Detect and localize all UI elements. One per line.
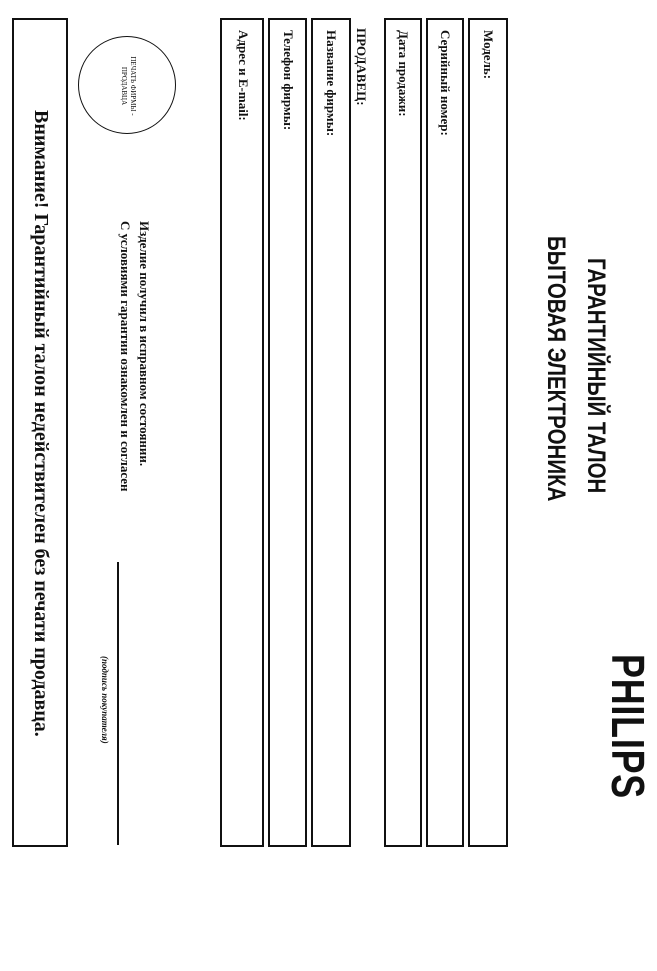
address-email-field[interactable] [220, 18, 264, 847]
confirmation-line-1: Изделие получил в исправном состоянии. [137, 221, 152, 467]
philips-logo: PHILIPS [602, 654, 654, 800]
sale-date-field[interactable] [384, 18, 422, 847]
company-name-label: Название фирмы: [324, 30, 339, 137]
serial-number-field[interactable] [426, 18, 464, 847]
sale-date-label: Дата продажи: [396, 30, 411, 117]
seller-heading: ПРОДАВЕЦ: [354, 28, 369, 106]
title-line-2: БЫТОВАЯ ЭЛЕКТРОНИКА [542, 236, 570, 502]
stamp-text: ПЕЧАТЬ ФИРМЫ - ПРОДАВЦА [120, 56, 137, 116]
model-field[interactable] [468, 18, 508, 847]
warning-box [12, 18, 68, 847]
model-label: Модель: [481, 30, 496, 80]
address-email-label: Адрес и E-mail: [236, 30, 251, 121]
warning-text: Внимание! Гарантийный талон недействителен без печати продавца. [30, 110, 52, 737]
serial-number-label: Серийный номер: [438, 30, 453, 136]
company-phone-field[interactable] [268, 18, 307, 847]
company-phone-label: Телефон фирмы: [281, 30, 296, 131]
signature-caption: (подпись покупателя) [100, 656, 110, 744]
seller-stamp-circle [78, 36, 176, 134]
buyer-signature-line[interactable] [117, 562, 119, 845]
title-line-1: ГАРАНТИЙНЫЙ ТАЛОН [582, 258, 610, 494]
confirmation-line-2: С условиями гарантии ознакомлен и согласен [118, 221, 133, 492]
company-name-field[interactable] [311, 18, 351, 847]
